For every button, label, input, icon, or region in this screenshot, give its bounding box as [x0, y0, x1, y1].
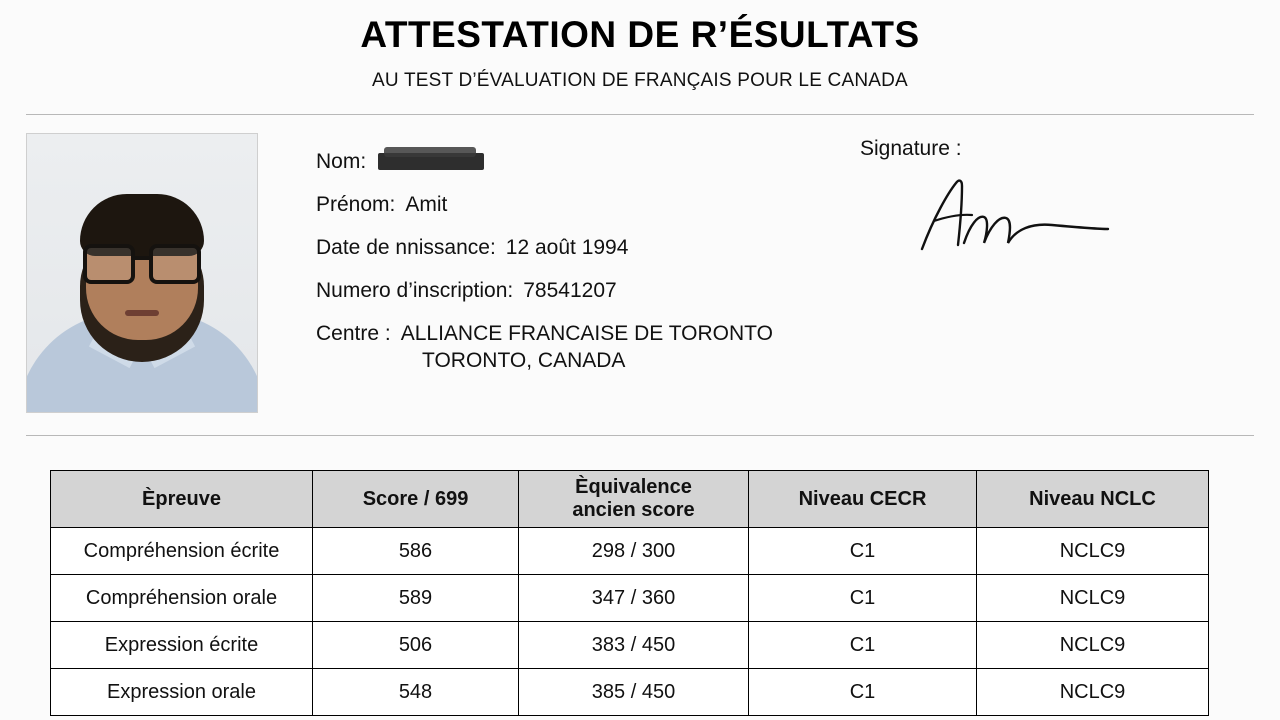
identity-fields — [316, 133, 773, 371]
signature-icon — [860, 167, 1120, 257]
cell-epreuve: Expression écrite — [51, 622, 313, 669]
cell-score: 586 — [313, 528, 519, 575]
field-date-naissance-label: Date de nnissance: — [316, 236, 496, 259]
cell-cecr: C1 — [749, 575, 977, 622]
field-centre-city — [412, 350, 773, 371]
signature-block — [860, 137, 1160, 262]
candidate-photo — [26, 133, 258, 413]
field-numero-inscription-value: 78541207 — [523, 279, 617, 302]
column-header-score: Score / 699 — [313, 471, 519, 528]
glasses-right-lens-icon — [149, 244, 201, 284]
cell-score: 548 — [313, 669, 519, 716]
field-prenom-value: Amit — [405, 193, 448, 216]
table-header-row — [51, 471, 1209, 528]
field-centre — [316, 323, 773, 344]
cell-cecr: C1 — [749, 622, 977, 669]
results-table — [50, 470, 1209, 716]
cell-score: 506 — [313, 622, 519, 669]
signature-label: Signature : — [860, 137, 962, 160]
cell-equivalence: 385 / 450 — [519, 669, 749, 716]
cell-cecr: C1 — [749, 528, 977, 575]
field-centre-label: Centre : — [316, 322, 391, 345]
field-nom-label: Nom: — [316, 150, 367, 173]
cell-nclc: NCLC9 — [977, 622, 1209, 669]
identity-divider — [26, 435, 1254, 436]
document-header — [0, 0, 1280, 92]
field-date-naissance-value: 12 août 1994 — [505, 236, 629, 259]
identity-section — [0, 115, 1280, 413]
cell-cecr: C1 — [749, 669, 977, 716]
field-date-naissance — [316, 237, 773, 258]
cell-epreuve: Compréhension orale — [51, 575, 313, 622]
field-centre-city-value: TORONTO, CANADA — [422, 349, 626, 372]
table-row — [51, 669, 1209, 716]
column-header-equivalence-line1: Èquivalence — [575, 476, 692, 498]
signature-mark — [860, 167, 1160, 262]
page-subtitle: AU TEST D’ÉVALUATION DE FRANÇAIS POUR LE CANADA — [372, 70, 908, 91]
column-header-nclc: Niveau NCLC — [977, 471, 1209, 528]
field-nom-redacted-value — [378, 153, 484, 170]
cell-score: 589 — [313, 575, 519, 622]
cell-epreuve: Compréhension écrite — [51, 528, 313, 575]
cell-equivalence: 383 / 450 — [519, 622, 749, 669]
photo-mouth — [125, 310, 159, 316]
glasses-bridge-icon — [134, 256, 150, 260]
field-prenom-label: Prénom: — [316, 193, 396, 216]
cell-epreuve: Expression orale — [51, 669, 313, 716]
column-header-epreuve: Èpreuve — [51, 471, 313, 528]
cell-nclc: NCLC9 — [977, 528, 1209, 575]
page-title: ATTESTATION DE R’ÉSULTATS — [360, 14, 920, 55]
field-prenom — [316, 194, 773, 215]
results-section — [50, 470, 1230, 716]
column-header-equivalence — [519, 471, 749, 528]
cell-nclc: NCLC9 — [977, 575, 1209, 622]
table-row — [51, 575, 1209, 622]
glasses-left-lens-icon — [83, 244, 135, 284]
column-header-cecr: Niveau CECR — [749, 471, 977, 528]
cell-equivalence: 347 / 360 — [519, 575, 749, 622]
cell-nclc: NCLC9 — [977, 669, 1209, 716]
table-row — [51, 528, 1209, 575]
field-centre-value: ALLIANCE FRANCAISE DE TORONTO — [400, 322, 773, 345]
field-numero-inscription-label: Numero d’inscription: — [316, 279, 514, 302]
field-nom — [316, 151, 773, 172]
cell-equivalence: 298 / 300 — [519, 528, 749, 575]
field-numero-inscription — [316, 280, 773, 301]
table-row — [51, 622, 1209, 669]
column-header-equivalence-line2: ancien score — [572, 499, 695, 521]
